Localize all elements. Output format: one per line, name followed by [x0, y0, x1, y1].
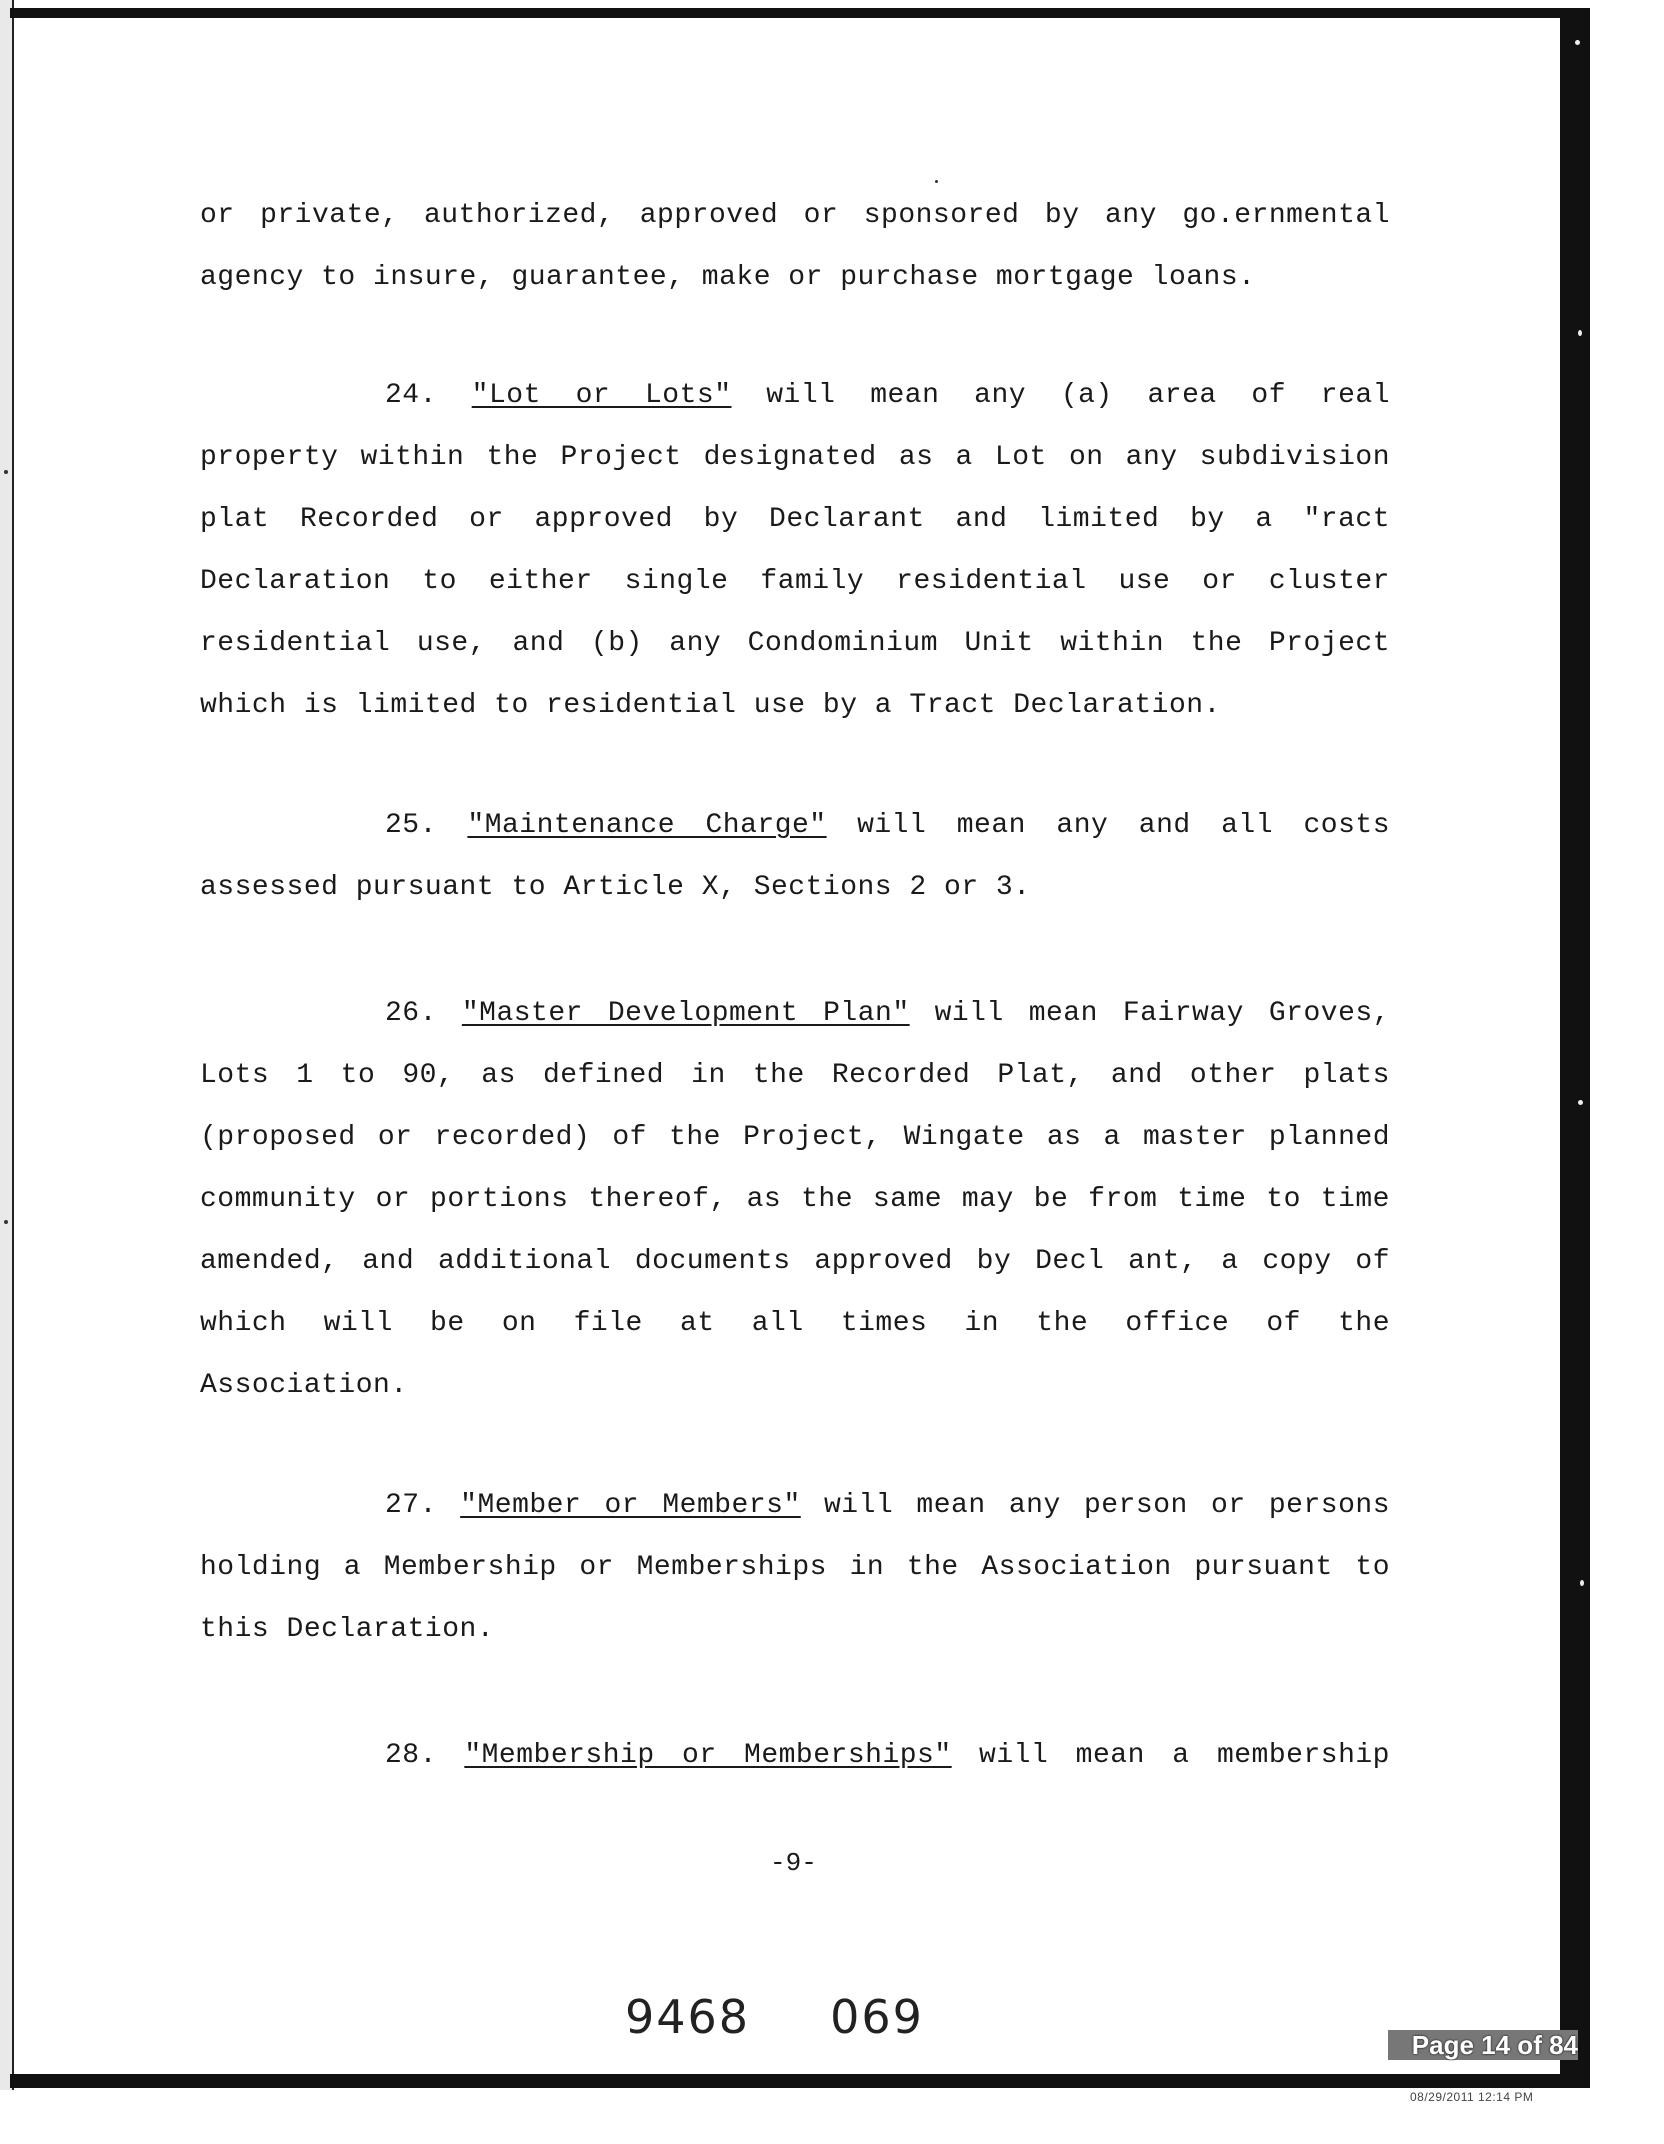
definition-28-first-line	[385, 1740, 1390, 1772]
defined-term: "Membership or Memberships"	[464, 1740, 952, 1771]
definition-text: will mean a membership	[951, 1740, 1390, 1771]
defined-term: "Lot or Lots"	[471, 380, 732, 411]
scan-speck	[1575, 40, 1580, 45]
definition-number: 27.	[385, 1490, 437, 1521]
definition-25-first-line	[385, 810, 1390, 842]
scan-bottom-border	[10, 2074, 1590, 2088]
definition-number: 24.	[385, 380, 437, 411]
scan-left-edge	[0, 0, 14, 2090]
paragraph-line: residential use, and (b) any Condominium Unit within the Project	[200, 628, 1390, 659]
defined-term: "Member or Members"	[460, 1490, 801, 1521]
definition-number: 26.	[385, 998, 437, 1029]
paragraph-line: plat Recorded or approved by Declarant and limited by a "ract	[200, 504, 1390, 535]
scan-speck	[1578, 330, 1582, 336]
paragraph-line: community or portions thereof, as the same may be from time to time	[200, 1184, 1390, 1215]
date-stamp: 08/29/2011 12:14 PM	[1410, 2090, 1534, 2104]
paragraph-line: Lots 1 to 90, as defined in the Recorded Plat, and other plats	[200, 1060, 1390, 1091]
scan-speck	[4, 470, 8, 474]
paragraph-line: agency to insure, guarantee, make or purchase mortgage loans.	[200, 262, 1256, 293]
scan-top-border	[10, 8, 1570, 18]
paragraph-line: which is limited to residential use by a Tract Declaration.	[200, 690, 1221, 721]
definition-text: will mean any person or persons	[800, 1490, 1390, 1521]
paragraph-line: or private, authorized, approved or sponsored by any go.ernmental	[200, 200, 1390, 231]
definition-26-first-line	[385, 998, 1390, 1030]
scan-right-border	[1560, 8, 1590, 2078]
definition-text: will mean any and all costs	[826, 810, 1390, 841]
page-number: -9-	[770, 1848, 817, 1878]
paragraph-line: which will be on file at all times in the office of the	[200, 1308, 1390, 1339]
paragraph-line: property within the Project designated as a Lot on any subdivision	[200, 442, 1390, 473]
scan-speck	[1578, 1100, 1583, 1105]
book-number: 9468	[625, 1990, 751, 2044]
page-reference: 069	[830, 1990, 924, 2044]
defined-term: "Master Development Plan"	[461, 998, 910, 1029]
page-count-stamp: Page 14 of 84	[1388, 2030, 1578, 2060]
definition-number: 28.	[385, 1740, 437, 1771]
scan-speck	[935, 180, 938, 183]
definition-27-first-line	[385, 1490, 1390, 1522]
definition-text: will mean Fairway Groves,	[909, 998, 1390, 1029]
scan-speck	[1580, 1580, 1584, 1586]
paragraph-line: amended, and additional documents approved by Decl ant, a copy of	[200, 1246, 1390, 1277]
paragraph-line: holding a Membership or Memberships in the Association pursuant to	[200, 1552, 1390, 1583]
paragraph-line: Association.	[200, 1370, 408, 1401]
definition-text: will mean any (a) area of real	[731, 380, 1390, 411]
defined-term: "Maintenance Charge"	[467, 810, 827, 841]
definition-24-first-line	[385, 380, 1390, 412]
recording-number	[625, 1990, 924, 2044]
definition-number: 25.	[385, 810, 437, 841]
paragraph-line: this Declaration.	[200, 1614, 495, 1645]
paragraph-line: (proposed or recorded) of the Project, Wingate as a master planned	[200, 1122, 1390, 1153]
paragraph-line: assessed pursuant to Article X, Sections 2 or 3.	[200, 872, 1031, 903]
paragraph-line: Declaration to either single family residential use or cluster	[200, 566, 1390, 597]
scan-speck	[4, 1220, 8, 1224]
